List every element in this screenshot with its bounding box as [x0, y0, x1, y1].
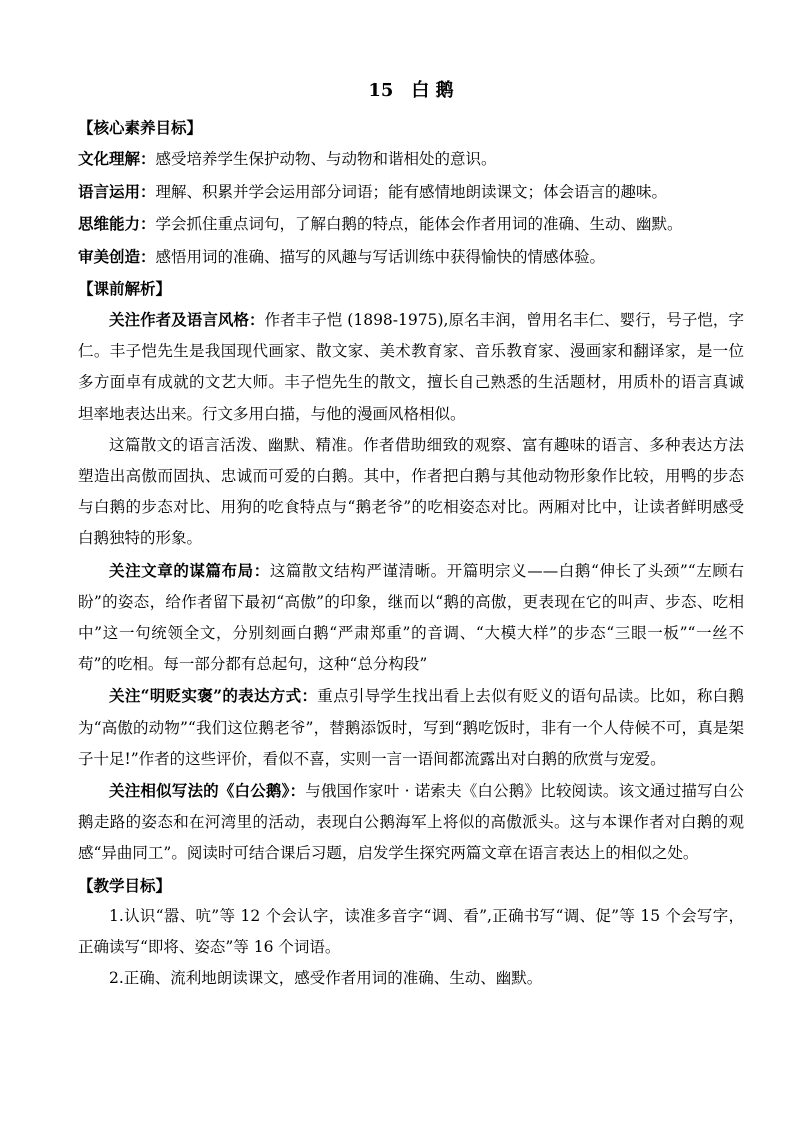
objective-text: 感悟用词的准确、描写的风趣与写话训练中获得愉快的情感体验。	[155, 247, 606, 266]
section-heading-teach: 【教学目标】	[78, 875, 172, 895]
section-heading-pre: 【课前解析】	[78, 279, 172, 298]
paragraph-text: 这篇散文的语言活泼、幽默、精准。作者借助细致的观察、富有趣味的语言、多种表达方法塑造出高傲而固执、忠诚而可爱的白鹅。其中，作者把白鹅与其他动物形象作比较，用鸭的步态与白鹅的步态对比、用狗的吃食特点与“鹅老爷”的吃相姿态对比。两厢对比中，让读者鲜明感受白鹅独特的形象。	[78, 435, 744, 548]
objective-text: 学会抓住重点词句，了解白鹅的特点，能体会作者用词的准确、生动、幽默。	[155, 215, 683, 233]
objective-culture	[78, 143, 744, 176]
objective-text: 感受培养学生保护动物、与动物和谐相处的意识。	[155, 150, 497, 168]
paragraph-lead: 关注相似写法的《白公鹅》：	[109, 781, 306, 801]
analysis-paragraph-comparison	[78, 775, 744, 870]
analysis-paragraph-style	[78, 430, 744, 555]
teaching-goal-2: 2.正确、流利地朗读课文，感受作者用词的准确、生动、幽默。	[109, 968, 543, 987]
section-heading-core: 【核心素养目标】	[78, 118, 203, 137]
objective-lead: 审美创造：	[78, 246, 156, 266]
paragraph-text: 这篇散文结构严谨清晰。开篇明宗义——白鹅“伸长了头颈”“左顾右盼”的姿态，给作者留下最初“高傲”的印象，继而以“鹅的高傲，更表现在它的叫声、步态、吃相中”这一句统领全文，分别刻画白鹅“严肃郑重”的音调、“大模大样”的步态“三眼一板”“一丝不苟”的吃相。每一部分都有总起句，这种“总分构段”	[78, 561, 744, 674]
paragraph-lead: 关注“明贬实褒”的表达方式：	[109, 686, 318, 706]
paragraph-text: 重点引导学生找出看上去似有贬义的语句品读。比如，称白鹅为“高傲的动物”“我们这位鹅老爷”，替鹅添饭时，写到“鹅吃饭时，非有一个人侍候不可，真是架子十足!”作者的这些评价，看似不喜，实则一言一语间都流露出对白鹅的欣赏与宠爱。	[78, 687, 744, 768]
paragraph-lead: 关注作者及语言风格：	[109, 310, 265, 329]
analysis-paragraph-structure	[78, 555, 744, 681]
paragraph-text: 作者丰子恺 (1898-1975),原名丰润，曾用名丰仁、婴行，号子恺，字仁。丰子恺先生是我国现代画家、散文家、美术教育家、音乐教育家、漫画家和翻译家，是一位多方面卓有成就的文艺大师。丰子恺先生的散文，擅长自己熟悉的生活题材，用质朴的语言真诚坦率地表达出来。行文多用白描，与他的漫画风格相似。	[78, 311, 744, 423]
objective-lead: 文化理解：	[78, 149, 156, 168]
analysis-paragraph-author	[78, 304, 744, 430]
page-title: 15 白 鹅	[368, 80, 454, 101]
objective-aesthetic	[78, 241, 744, 274]
paragraph-text: 与俄国作家叶 · 诺索夫《白公鹅》比较阅读。该文通过描写白公鹅走路的姿态和在河湾里的活动，表现白公鹅海军上将似的高傲派头。这与本课作者对白鹅的观感“异曲同工”。阅读时可结合课后习题，启发学生探究两篇文章在语言表达上的相似之处。	[78, 782, 744, 863]
analysis-paragraph-expression	[78, 680, 744, 775]
objective-lead: 思维能力：	[78, 214, 156, 233]
objective-thinking	[78, 208, 744, 241]
objective-language	[78, 176, 744, 209]
objective-lead: 语言运用：	[78, 181, 156, 201]
teaching-goal-1: 1.认识“嚣、吭”等 12 个会认字，读准多音字“调、看”,正确书写“调、促”等 15 个会写字，正确读写“即将、姿态”等 16 个词语。	[78, 906, 744, 956]
paragraph-lead: 关注文章的谋篇布局：	[109, 560, 270, 580]
objective-text: 理解、积累并学会运用部分词语；能有感情地朗读课文；体会语言的趣味。	[155, 182, 668, 201]
